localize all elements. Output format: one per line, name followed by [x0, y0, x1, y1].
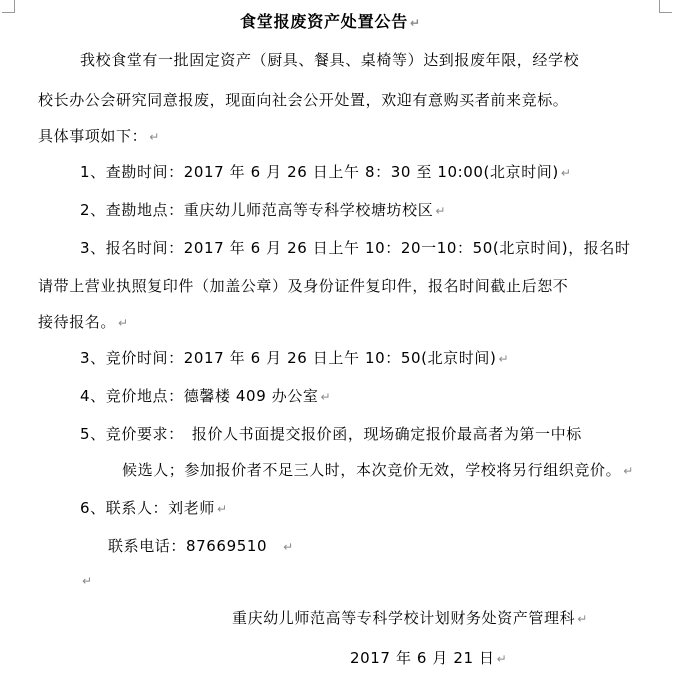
paragraph-mark-icon: ↵: [560, 166, 571, 180]
paragraph-mark-icon: ↵: [320, 390, 331, 404]
paragraph-mark-icon: ↵: [577, 612, 588, 626]
item-line: 6、联系人：刘老师 ↵: [80, 499, 228, 517]
item-line: 1、查勘时间：2017 年 6 月 26 日上午 8：30 至 10:00(北京时间) ↵: [80, 163, 571, 181]
paragraph-mark-icon: ↵: [82, 574, 93, 588]
intro-line: 我校食堂有一批固定资产（厨具、餐具、桌椅等）达到报废年限，经学校: [80, 51, 580, 69]
paragraph-mark-icon: ↵: [496, 652, 507, 666]
item-line: 候选人；参加报价者不足三人时，本次竞价无效，学校将另行组织竞价。 ↵: [122, 461, 634, 479]
item-line: 接待报名。 ↵: [38, 313, 129, 331]
paragraph-mark-icon: ↵: [118, 316, 129, 330]
paragraph-mark-icon: ↵: [283, 540, 294, 554]
item-line: 3、报名时间：2017 年 6 月 26 日上午 10：20一10：50(北京时间)，报名时: [80, 239, 631, 257]
page-corner-mark: [2, 0, 15, 13]
paragraph-mark-icon: ↵: [410, 16, 421, 30]
paragraph-mark-icon: ↵: [435, 204, 446, 218]
page-corner-mark: [659, 0, 672, 13]
item-line: 3、竞价时间：2017 年 6 月 26 日上午 10：50(北京时间) ↵: [80, 349, 509, 367]
item-line: 联系电话：87669510 ↵: [108, 537, 294, 555]
paragraph-mark-icon: ↵: [623, 464, 634, 478]
signature-date: 2017 年 6 月 21 日 ↵: [350, 649, 507, 667]
item-line: 请带上营业执照复印件（加盖公章）及身份证件复印件，报名时间截止后恕不: [38, 277, 569, 295]
empty-paragraph: [80, 570, 92, 591]
paragraph-mark-icon: ↵: [498, 352, 509, 366]
paragraph-mark-icon: ↵: [149, 130, 160, 144]
paragraph-mark-icon: ↵: [216, 502, 228, 516]
intro-line: 校长办公会研究同意报废，现面向社会公开处置，欢迎有意购买者前来竞标。: [38, 91, 569, 109]
item-line: 4、竞价地点：德馨楼 409 办公室 ↵: [80, 387, 331, 405]
item-line: 5、竞价要求： 报价人书面提交报价函，现场确定报价最高者为第一中标: [80, 425, 582, 443]
signature-org: 重庆幼儿师范高等专科学校计划财务处资产管理科 ↵: [232, 609, 588, 627]
notice-title: 食堂报废资产处置公告 ↵: [240, 12, 421, 31]
intro-line: 具体事项如下： ↵: [38, 127, 160, 145]
item-line: 2、查勘地点：重庆幼儿师范高等专科学校塘坊校区 ↵: [80, 201, 446, 219]
